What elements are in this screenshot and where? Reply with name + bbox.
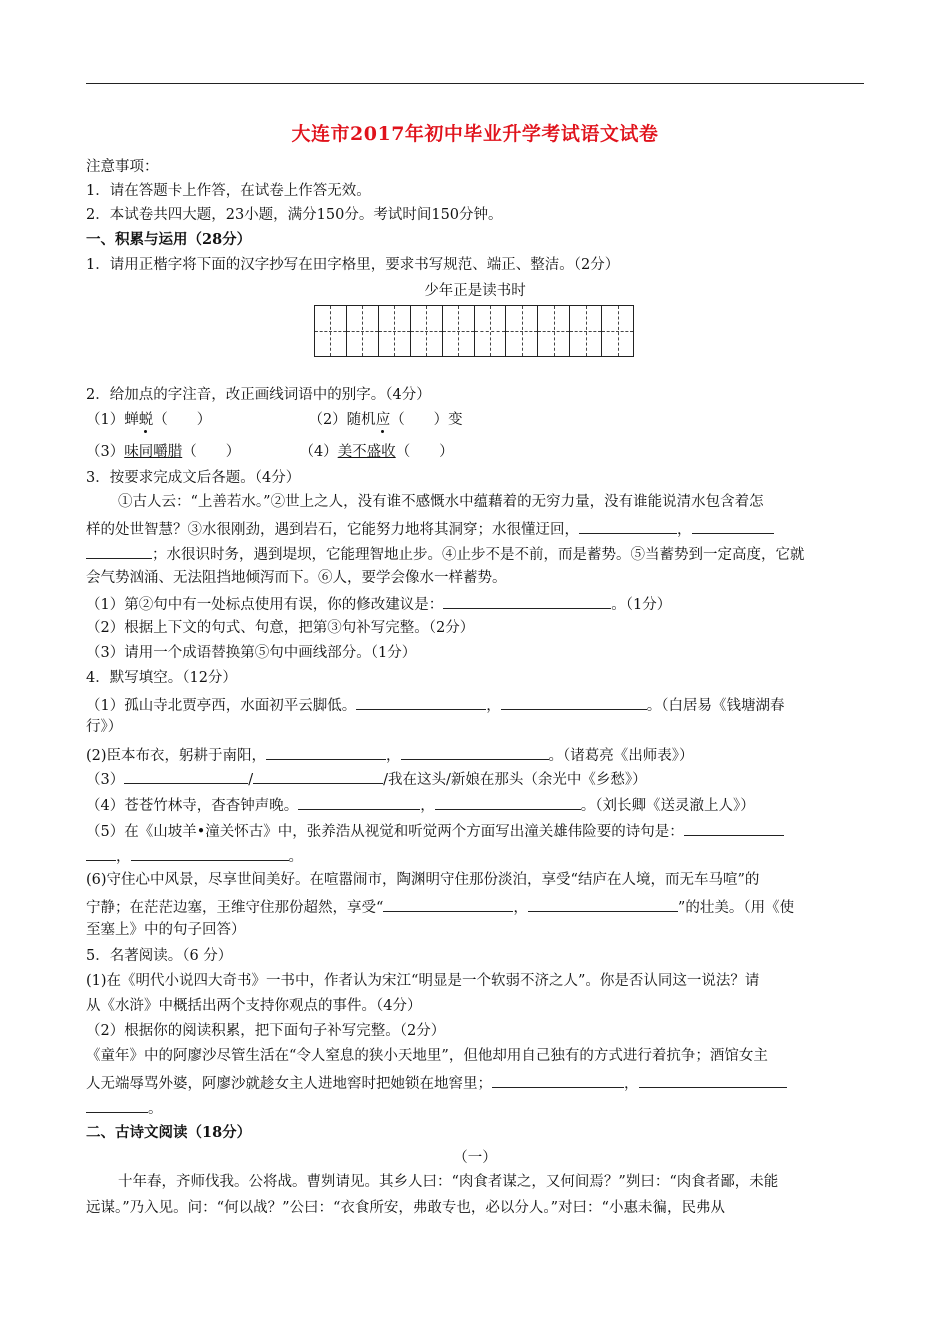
- q3-sub-2: （2）根据上下文的句式、句意，把第③句补写完整。（2分）: [86, 620, 475, 636]
- notice-item-2: 2．本试卷共四大题，23小题，满分150分。考试时间150分钟。: [86, 207, 503, 223]
- q5-line: [86, 1072, 876, 1094]
- pinyin-answer-slot[interactable]: （ ）: [153, 412, 212, 428]
- passage-line: 会气势汹涌、无法阻挡地倾泻而下。⑥人，要学会像水一样蓄势。: [86, 570, 507, 586]
- answer-blank[interactable]: [684, 820, 784, 836]
- q4-line-3: [86, 768, 876, 790]
- underlined-phrase: 美不盛收: [337, 444, 396, 460]
- answer-blank[interactable]: [383, 896, 513, 912]
- passage-number: （一）: [453, 1150, 497, 1166]
- question-5: 5．名著阅读。（6 分）: [86, 948, 233, 964]
- grid-cell[interactable]: [602, 306, 633, 356]
- answer-blank[interactable]: [579, 518, 677, 534]
- slash: /: [248, 772, 254, 788]
- q4-line-2: [86, 744, 876, 766]
- q4-line-5: [86, 820, 876, 842]
- tianzige-writing-grid[interactable]: [314, 305, 634, 357]
- q4-line-5-cont: [86, 845, 876, 867]
- answer-blank[interactable]: [443, 593, 611, 609]
- comma: ，: [486, 698, 501, 714]
- answer-blank[interactable]: [435, 794, 581, 810]
- grid-cell[interactable]: [315, 306, 347, 356]
- q5-line: 从《水浒》中概括出两个支持你观点的事件。（4分）: [86, 998, 422, 1014]
- q4-line-6: (6)守住心中风景，尽享世间美好。在喧嚣闹市，陶渊明守住那份淡泊，享受“结庐在人境，而无车马喧”的: [86, 872, 760, 888]
- question-2: 2．给加点的字注音，改正画线词语中的别字。（4分）: [86, 387, 431, 403]
- question-2-items-row-1: [86, 410, 876, 430]
- passage-line: [86, 543, 876, 565]
- source-note: ”的壮美。（用《使: [677, 900, 795, 916]
- answer-blank[interactable]: [131, 845, 289, 861]
- underlined-phrase: 味同嚼腊: [124, 444, 183, 460]
- q2-1-prefix: （1）蝉: [86, 412, 139, 428]
- poem-line: （4）苍苍竹林寺，杳杳钟声晚。: [86, 798, 299, 814]
- grid-cell[interactable]: [506, 306, 538, 356]
- passage-text: 样的处世智慧？③水很刚劲，遇到岩石，它能努力地将其洞穿；水很懂迂回，: [86, 522, 579, 538]
- item-number: （3）: [86, 772, 125, 788]
- prompt-text: （5）在《山坡羊•潼关怀古》中，张养浩从视觉和听觉两个方面写出潼关雄伟险要的诗句是：: [86, 824, 684, 840]
- answer-blank[interactable]: [639, 1072, 787, 1088]
- q3-sub-3: （3）请用一个成语替换第⑤句中画线部分。（1分）: [86, 645, 417, 661]
- answer-blank[interactable]: [298, 794, 420, 810]
- grid-cell[interactable]: [475, 306, 507, 356]
- comma: ，: [677, 522, 692, 538]
- grid-cell[interactable]: [443, 306, 475, 356]
- dotted-char: 应: [375, 412, 391, 428]
- q3-sub-1-points: 。（1分）: [611, 597, 672, 613]
- q4-line-4: [86, 794, 876, 816]
- poem-line: (2)臣本布衣，躬耕于南阳，: [86, 748, 267, 764]
- pinyin-answer-slot[interactable]: （ ）变: [390, 412, 463, 428]
- passage-text: ；水很识时务，遇到堤坝，它能理智地止步。④止步不是不前，而是蓄势。⑤当蓄势到一定高度，它就: [152, 547, 805, 563]
- comma: ，: [420, 798, 435, 814]
- comma: ，: [513, 900, 528, 916]
- source-note: 。（刘长卿《送灵澈上人》）: [580, 798, 755, 814]
- period: 。: [148, 1101, 163, 1117]
- correction-answer-slot[interactable]: （ ）: [395, 444, 454, 460]
- dotted-char: 蜕: [138, 412, 154, 428]
- source-note: 。（诸葛亮《出师表》）: [548, 748, 694, 764]
- q5-line: 《童年》中的阿廖沙尽管生活在“令人窒息的狭小天地里”，但他却用自己独有的方式进行着抗争；酒馆女主: [86, 1048, 768, 1064]
- answer-blank[interactable]: [501, 694, 647, 710]
- q2-2-prefix: （2）随机: [308, 412, 376, 428]
- grid-cell[interactable]: [379, 306, 411, 356]
- question-4: 4．默写填空。（12分）: [86, 670, 237, 686]
- answer-blank[interactable]: [401, 744, 549, 760]
- source-note: 。（白居易《钱塘湖春: [646, 698, 785, 714]
- q4-line-6-cont: [86, 896, 876, 918]
- answer-blank[interactable]: [253, 768, 383, 784]
- prompt-text: 人无端辱骂外婆，阿廖沙就趁女主人进地窖时把她锁在地窖里；: [86, 1076, 492, 1092]
- classical-passage-line: 远谋。”乃入见。问：“何以战？”公曰：“衣食所安，弗敢专也，必以分人。”对曰：“小惠未徧，民弗从: [86, 1200, 725, 1216]
- classical-passage-line: 十年春，齐师伐我。公将战。曹刿请见。其乡人曰：“肉食者谋之，又何间焉？”刿曰：“肉食者鄙，未能: [118, 1174, 779, 1190]
- correction-answer-slot[interactable]: （ ）: [182, 444, 241, 460]
- q5-line: （2）根据你的阅读积累，把下面句子补写完整。（2分）: [86, 1023, 446, 1039]
- comma: ，: [116, 849, 131, 865]
- answer-blank[interactable]: [86, 1097, 148, 1113]
- q3-sub-1-text: （1）第②句中有一处标点使用有误，你的修改建议是：: [86, 597, 444, 613]
- answer-blank[interactable]: [528, 896, 678, 912]
- question-1: 1．请用正楷字将下面的汉字抄写在田字格里，要求书写规范、端正、整洁。（2分）: [86, 257, 620, 273]
- section-2-heading: 二、古诗文阅读（18分）: [86, 1124, 252, 1141]
- question-2-items-row-2: [86, 442, 876, 462]
- q4-line-1-cont: 行》）: [86, 719, 123, 735]
- passage-line: ①古人云：“上善若水。”②世上之人，没有谁不感慨水中蕴藉着的无穷力量，没有谁能说清水包含着怎: [118, 494, 764, 510]
- comma: ，: [624, 1076, 639, 1092]
- q4-line-1: [86, 694, 876, 716]
- section-1-heading: 一、积累与运用（28分）: [86, 231, 252, 248]
- notice-heading: 注意事项：: [86, 159, 159, 175]
- passage-line: [86, 518, 876, 540]
- grid-cell[interactable]: [538, 306, 570, 356]
- grid-cell[interactable]: [411, 306, 443, 356]
- answer-blank[interactable]: [692, 518, 774, 534]
- q5-line-end: [86, 1097, 876, 1119]
- q4-line-6-end: 至塞上》中的句子回答）: [86, 922, 246, 938]
- q3-sub-1: [86, 593, 876, 615]
- q2-4-prefix: （4）: [299, 444, 338, 460]
- prompt-text: 宁静；在茫茫边塞，王维守住那份超然，享受“: [86, 900, 384, 916]
- grid-cell[interactable]: [347, 306, 379, 356]
- q5-line: (1)在《明代小说四大奇书》一书中，作者认为宋江“明显是一个软弱不济之人”。你是否认同这一说法？请: [86, 973, 760, 989]
- question-3: 3．按要求完成文后各题。（4分）: [86, 470, 301, 486]
- answer-blank[interactable]: [356, 694, 486, 710]
- answer-blank[interactable]: [124, 768, 248, 784]
- poem-line: /我在这头/新娘在那头（余光中《乡愁》）: [383, 772, 647, 788]
- comma: ，: [386, 748, 401, 764]
- period: 。: [288, 849, 303, 865]
- exam-title: 大连市2017年初中毕业升学考试语文试卷: [291, 123, 659, 145]
- answer-blank[interactable]: [266, 744, 386, 760]
- header-rule: [86, 83, 864, 84]
- answer-blank[interactable]: [492, 1072, 624, 1088]
- poem-line: （1）孤山寺北贾亭西，水面初平云脚低。: [86, 698, 357, 714]
- answer-blank[interactable]: [86, 845, 116, 861]
- grid-cell[interactable]: [570, 306, 602, 356]
- notice-item-1: 1．请在答题卡上作答，在试卷上作答无效。: [86, 183, 371, 199]
- answer-blank[interactable]: [86, 543, 152, 559]
- copy-sample-text: 少年正是读书时: [424, 283, 526, 299]
- q2-3-prefix: （3）: [86, 444, 125, 460]
